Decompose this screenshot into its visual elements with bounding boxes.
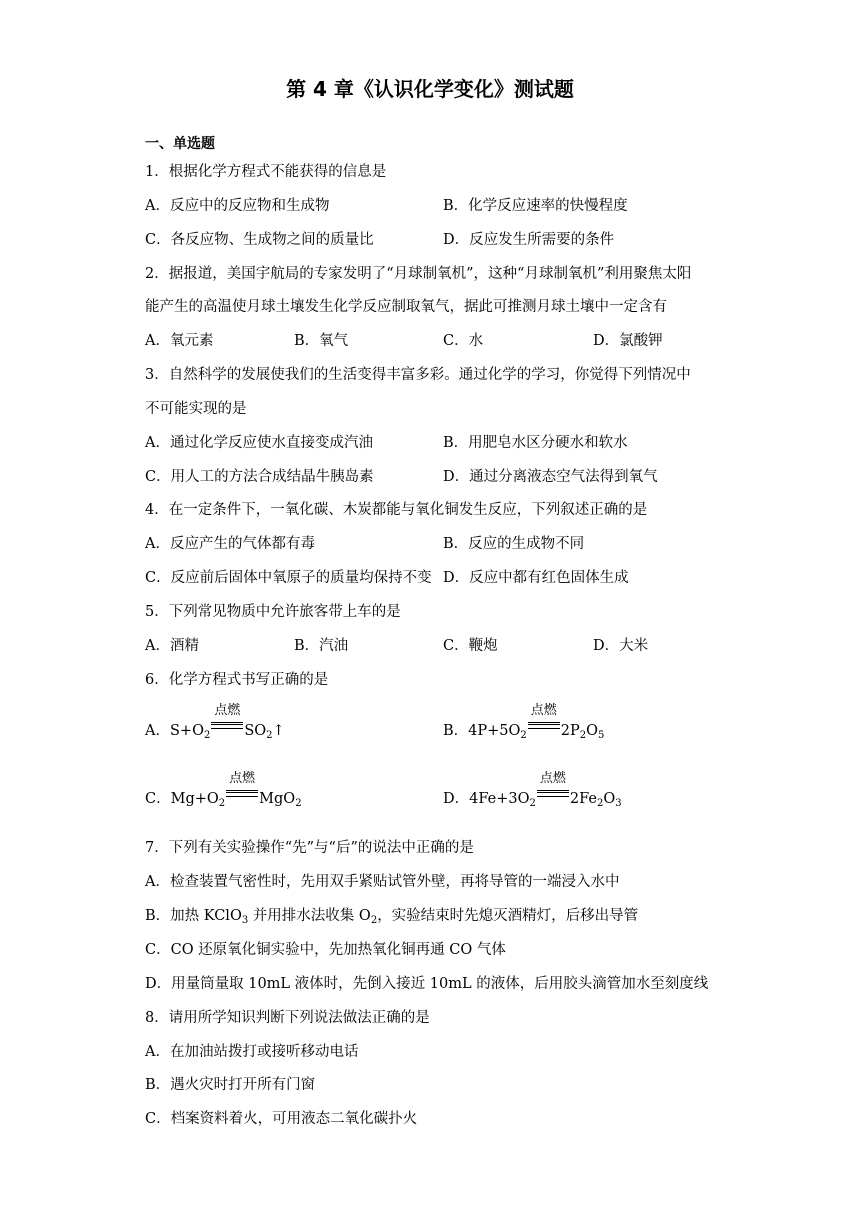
question-3-option-b: B．用肥皂水区分硬水和软水	[443, 435, 628, 451]
question-1-option-c: C．各反应物、生成物之间的质量比	[145, 232, 374, 248]
question-5-option-d: D．大米	[593, 638, 649, 654]
option-b-label: B．	[443, 723, 469, 739]
question-6-option-b	[443, 703, 605, 741]
condition-label: 点燃	[530, 703, 557, 718]
reaction-arrow	[226, 771, 258, 809]
question-4-option-d: D．反应中都有红色固体生成	[443, 570, 629, 586]
option-b-text-1: B．加热 KClO	[145, 908, 242, 924]
question-7-stem: 7．下列有关实验操作“先”与“后”的说法中正确的是	[145, 840, 474, 856]
question-5-stem: 5．下列常见物质中允许旅客带上车的是	[145, 604, 401, 620]
question-8-option-b: B．遇火灾时打开所有门窗	[145, 1077, 316, 1093]
condition-label: 点燃	[229, 771, 256, 786]
question-1-option-a: A．反应中的反应物和生成物	[145, 198, 330, 214]
option-a-label: A．	[145, 723, 170, 739]
question-3-option-d: D．通过分离液态空气法得到氧气	[443, 469, 658, 485]
question-3-stem-line-2: 不可能实现的是	[145, 401, 247, 417]
question-3-option-c: C．用人工的方法合成结晶牛胰岛素	[145, 469, 374, 485]
condition-label: 点燃	[214, 703, 241, 718]
question-1-option-b: B．化学反应速率的快慢程度	[443, 198, 628, 214]
question-7-option-b: B．加热 KClO$_3$ 并用排水法收集 $O_2$，实验结束时先熄灭酒精灯，后移出导管	[145, 908, 639, 926]
equation-b: $4P+5O_2$ 点燃 $2P_2O_5$	[468, 703, 605, 741]
reaction-arrow	[537, 771, 569, 809]
question-3-stem-line-1: 3．自然科学的发展使我们的生活变得丰富多彩。通过化学的学习，你觉得下列情况中	[145, 367, 691, 383]
question-7-option-d: D．用量筒量取 10mL 液体时，先倒入接近 10mL 的液体，后用胶头滴管加水至刻度线	[145, 976, 709, 992]
equation-a: $S+O_2$ 点燃 $SO_2↑$	[169, 703, 285, 741]
equation-c: $Mg+O_2$ 点燃 MgO$_2$	[170, 771, 302, 809]
question-6-stem: 6．化学方程式书写正确的是	[145, 672, 329, 688]
question-7-option-c: C．CO 还原氧化铜实验中，先加热氧化铜再通 CO 气体	[145, 942, 506, 958]
question-6-option-d	[443, 771, 622, 809]
question-1-stem: 1．根据化学方程式不能获得的信息是	[145, 164, 387, 180]
option-b-text-3: ，实验结束时先熄灭酒精灯，后移出导管	[377, 908, 639, 924]
option-b-text-2: 并用排水法收集 O	[248, 908, 371, 924]
question-8-option-a: A．在加油站拨打或接听移动电话	[145, 1044, 359, 1060]
question-5-option-b: B．汽油	[294, 638, 349, 654]
question-5-option-c: C．鞭炮	[443, 638, 498, 654]
reaction-arrow	[528, 703, 560, 741]
option-c-label: C．	[145, 791, 171, 807]
question-2-option-d: D．氯酸钾	[593, 333, 663, 349]
section-heading: 一、单选题	[145, 136, 215, 152]
question-2-option-b: B．氧气	[294, 333, 349, 349]
question-7-option-a: A．检查装置气密性时，先用双手紧贴试管外壁，再将导管的一端浸入水中	[145, 874, 620, 890]
question-4-option-b: B．反应的生成物不同	[443, 536, 585, 552]
question-2-option-a: A．氧元素	[145, 333, 214, 349]
question-6-option-a	[145, 703, 285, 741]
equation-d: $4Fe+3O_2$ 点燃 $2Fe_2O_3$	[469, 771, 622, 809]
question-8-option-c: C．档案资料着火，可用液态二氧化碳扑火	[145, 1111, 418, 1127]
page-title: 第 4 章《认识化学变化》测试题	[286, 77, 574, 101]
question-6-option-c	[145, 771, 302, 809]
question-4-option-c: C．反应前后固体中氧原子的质量均保持不变	[145, 570, 432, 586]
question-5-option-a: A．酒精	[145, 638, 199, 654]
question-3-option-a: A．通过化学反应使水直接变成汽油	[145, 435, 373, 451]
question-4-option-a: A．反应产生的气体都有毒	[145, 536, 315, 552]
question-1-option-d: D．反应发生所需要的条件	[443, 232, 615, 248]
question-2-stem-line-2: 能产生的高温使月球土壤发生化学反应制取氧气，据此可推测月球土壤中一定含有	[145, 299, 667, 315]
question-2-stem-line-1: 2．据报道，美国宇航局的专家发明了“月球制氧机”，这种“月球制氧机”利用聚焦太阳	[145, 266, 692, 282]
question-8-stem: 8．请用所学知识判断下列说法做法正确的是	[145, 1010, 430, 1026]
question-2-option-c: C．水	[443, 333, 484, 349]
condition-label: 点燃	[539, 771, 566, 786]
reaction-arrow	[211, 703, 243, 741]
question-4-stem: 4．在一定条件下，一氧化碳、木炭都能与氧化铜发生反应，下列叙述正确的是	[145, 502, 648, 518]
option-d-label: D．	[443, 791, 470, 807]
